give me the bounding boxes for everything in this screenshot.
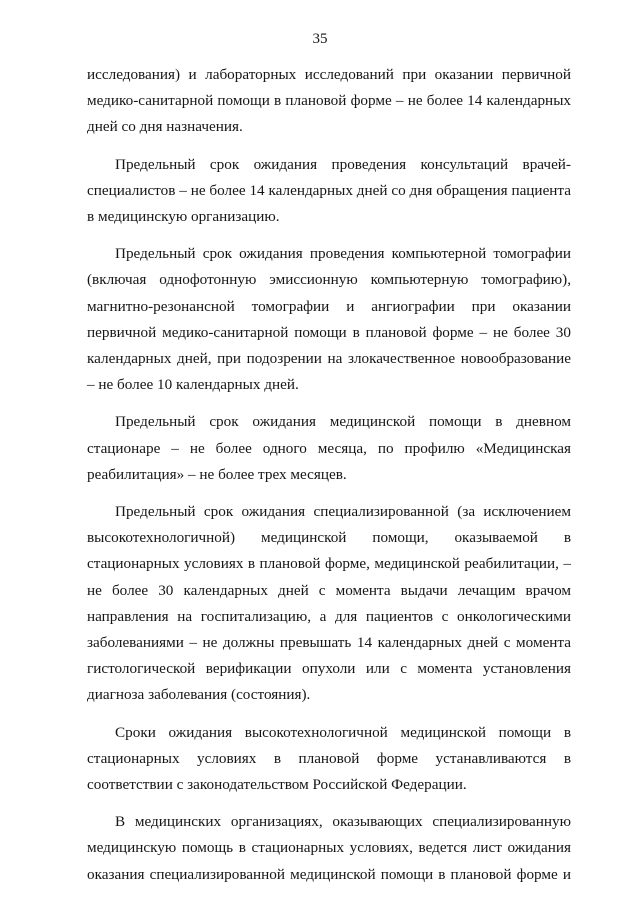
paragraph-continued: исследования) и лабораторных исследований при оказании первичной медико-санитарной помощи в плановой форме – не более 14 календарных дней со дня назначения.	[87, 66, 571, 136]
paragraph-specialized-care: Предельный срок ожидания специализированной (за исключением высокотехнологичной) медицинской помощи, оказываемой в стационарных условиях в плановой форме, медицинской реабилитации, – не более 30 календарных дней с момента выдачи лечащим врачом направления на госпитализацию, а для пациентов с онкологическими заболеваниями – не должны превышать 14 календарных дней с момента гистологической верификации опухоли или с момента установления диагноза заболевания (состояния).	[87, 503, 571, 704]
paragraph-day-hospital: Предельный срок ожидания медицинской помощи в дневном стационаре – не более одного месяца, по профилю «Медицинская реабилитация» – не более трех месяцев.	[87, 413, 571, 483]
page-number: 35	[312, 31, 328, 47]
paragraph-tomography: Предельный срок ожидания проведения компьютерной томографии (включая однофотонную эмиссионную компьютерную томографию), магнитно-резонансной томографии и ангиографии при оказании первичной медико-санитарной помощи в плановой форме – не более 30 календарных дней, при подозрении на злокачественное новообразование – не более 10 календарных дней.	[87, 245, 571, 394]
paragraph-waiting-list: В медицинских организациях, оказывающих специализированную медицинскую помощь в стационарных условиях, ведется лист ожидания оказания специализированной медицинской помощи в плановой форме и	[87, 813, 571, 883]
paragraph-consultations: Предельный срок ожидания проведения консультаций врачей-специалистов – не более 14 календарных дней со дня обращения пациента в медицинскую организацию.	[87, 155, 571, 226]
document-body	[87, 62, 571, 899]
paragraph-high-tech-care: Сроки ожидания высокотехнологичной медицинской помощи в стационарных условиях в плановой форме устанавливаются в соответствии с законодательством Российской Федерации.	[87, 723, 571, 794]
